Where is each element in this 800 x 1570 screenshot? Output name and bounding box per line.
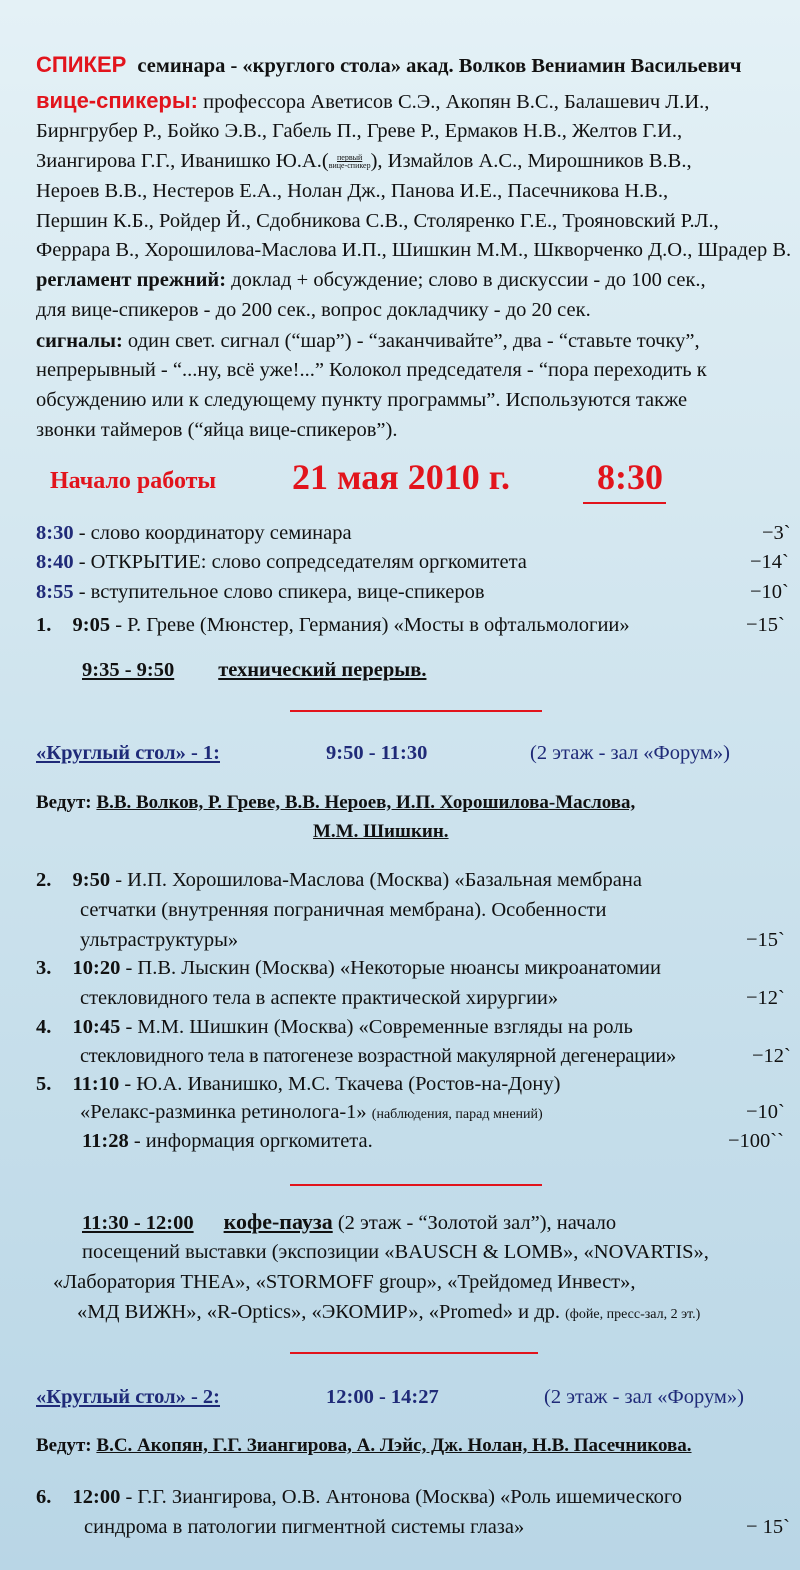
info-row: 11:28 - информация оргкомитета.	[82, 1130, 373, 1152]
item-5-l1: 5. 11:10 - Ю.А. Иванишко, М.С. Ткачева (Ростов-на-Дону)	[36, 1073, 561, 1095]
vice-line-2: Бирнгрубер Р., Бойко Э.В., Габель П., Греве Р., Ермаков Н.В., Желтов Г.И.,	[36, 120, 683, 142]
vice-text-1: профессора Аветисов С.Э., Акопян В.С., Балашевич Л.И.,	[203, 91, 710, 113]
item-5-l2: «Релакс-разминка ретинолога-1» (наблюдения, парад мнений)	[80, 1101, 543, 1123]
item-3-dur: −12`	[746, 987, 785, 1009]
vice-text-3b: ), Измайлов А.С., Мирошников В.В.,	[370, 150, 692, 172]
vice-line-6: Феррара В., Хорошилова-Маслова И.П., Шишкин М.М., Шкворченко Д.О., Шрадер В.	[36, 239, 792, 261]
item-3-l1: 3. 10:20 - П.В. Лыскин (Москва) «Некоторые нюансы микроанатомии	[36, 957, 661, 979]
speaker-text: семинара - «круглого стола» акад. Волков Вениамин Васильевич	[137, 55, 742, 77]
opening-dur-1: −3`	[762, 522, 791, 544]
divider-2	[290, 1184, 542, 1186]
reg-line-1: регламент прежний: доклад + обсуждение; слово в дискуссии - до 100 сек.,	[36, 269, 706, 291]
item-2-dur: −15`	[746, 929, 785, 951]
item-4-dur: −12`	[752, 1045, 791, 1067]
reg-label: регламент прежний:	[36, 269, 227, 291]
sig-line-4: звонки таймеров (“яйца вице-спикеров”).	[36, 419, 398, 441]
item-2-l3: ультраструктуры»	[80, 929, 239, 951]
rt2-title: «Круглый стол» - 2:	[36, 1386, 220, 1408]
item-5-dur: −10`	[746, 1101, 785, 1123]
coffee-l3: «Лаборатория THEA», «STORMOFF group», «Трейдомед Инвест»,	[53, 1271, 636, 1293]
vice-text-3a: Зиангирова Г.Г., Иванишко Ю.А.(	[36, 150, 329, 172]
item-2-l1: 2. 9:50 - И.П. Хорошилова-Маслова (Москва) «Базальная мембрана	[36, 869, 642, 891]
rt1-leads-1: Ведут: В.В. Волков, Р. Греве, В.В. Нероев, И.П. Хорошилова-Маслова,	[36, 792, 636, 813]
item-3-l2: стекловидного тела в аспекте практической хирургии»	[80, 987, 559, 1009]
speaker-label: СПИКЕР	[36, 52, 127, 77]
divider-1	[290, 710, 542, 712]
speaker-line	[36, 53, 741, 78]
item-6-l1: 6. 12:00 - Г.Г. Зиангирова, О.В. Антонова (Москва) «Роль ишемического	[36, 1486, 683, 1508]
rt2-place: (2 этаж - зал «Форум»)	[544, 1386, 744, 1408]
item-1: 1. 9:05 - Р. Греве (Мюнстер, Германия) «Мосты в офтальмологии»	[36, 614, 630, 636]
rt1-leads-2: М.М. Шишкин.	[313, 821, 449, 842]
info-dur: −100``	[728, 1130, 784, 1152]
rt2-time: 12:00 - 14:27	[326, 1386, 439, 1408]
divider-3	[290, 1352, 538, 1354]
coffee-l1: 11:30 - 12:00 кофе-пауза (2 этаж - “Золотой зал”), начало	[82, 1209, 617, 1234]
item-2-l2: сетчатки (внутренняя пограничная мембрана). Особенности	[80, 899, 607, 921]
reg-line-2: для вице-спикеров - до 200 сек., вопрос докладчику - до 20 сек.	[36, 299, 591, 321]
opening-dur-2: −14`	[750, 551, 789, 573]
vice-label: вице-спикеры:	[36, 88, 198, 113]
opening-dur-3: −10`	[750, 581, 789, 603]
rt2-leads: Ведут: В.С. Акопян, Г.Г. Зиангирова, А. Лэйс, Дж. Нолан, Н.В. Пасечникова.	[36, 1435, 692, 1456]
opening-row-3: 8:55 - вступительное слово спикера, вице-спикеров	[36, 581, 485, 603]
vice-line-4: Нероев В.В., Нестеров Е.А., Нолан Дж., Панова И.Е., Пасечникова Н.В.,	[36, 180, 669, 202]
sig-label: сигналы:	[36, 330, 123, 352]
sig-line-1: сигналы: один свет. сигнал (“шар”) - “заканчивайте”, два - “ставьте точку”,	[36, 330, 700, 352]
first-vice-note: первый вице-спикер	[328, 153, 371, 171]
item-1-dur: −15`	[746, 614, 785, 636]
sig-line-2: непрерывный - “...ну, всё уже!...” Колокол председателя - “пора переходить к	[36, 359, 707, 381]
start-date: 21 мая 2010 г.	[292, 457, 511, 497]
opening-row-2: 8:40 - ОТКРЫТИЕ: слово сопредседателям оргкомитета	[36, 551, 527, 573]
sig-line-3: обсуждению или к следующему пункту программы”. Используются также	[36, 389, 688, 411]
vice-line-3	[36, 149, 692, 173]
start-label: Начало работы	[50, 468, 217, 494]
rt1-place: (2 этаж - зал «Форум»)	[530, 742, 730, 764]
vice-line-1	[36, 89, 709, 114]
start-time: 8:30	[597, 457, 663, 497]
coffee-l2: посещений выставки (экспозиции «BAUSCH & LOMB», «NOVARTIS»,	[82, 1241, 709, 1263]
rt1-title: «Круглый стол» - 1:	[36, 742, 220, 764]
break-1: 9:35 - 9:50 технический перерыв.	[82, 659, 427, 681]
item-4-l2: стекловидного тела в патогенезе возрастной макулярной дегенерации»	[80, 1045, 676, 1067]
vice-line-5: Першин К.Б., Ройдер Й., Сдобникова С.В., Столяренко Г.Е., Трояновский Р.Л.,	[36, 210, 719, 232]
item-4-l1: 4. 10:45 - М.М. Шишкин (Москва) «Современные взгляды на роль	[36, 1016, 633, 1038]
coffee-l4: «МД ВИЖН», «R-Optics», «ЭКОМИР», «Promed» и др. (фойе, пресс-зал, 2 эт.)	[77, 1301, 701, 1323]
opening-row-1: 8:30 - слово координатору семинара	[36, 522, 352, 544]
start-time-underline	[583, 502, 666, 504]
item-6-l2: синдрома в патологии пигментной системы глаза»	[84, 1516, 525, 1538]
rt1-time: 9:50 - 11:30	[326, 742, 428, 764]
item-6-dur: − 15`	[746, 1516, 791, 1538]
